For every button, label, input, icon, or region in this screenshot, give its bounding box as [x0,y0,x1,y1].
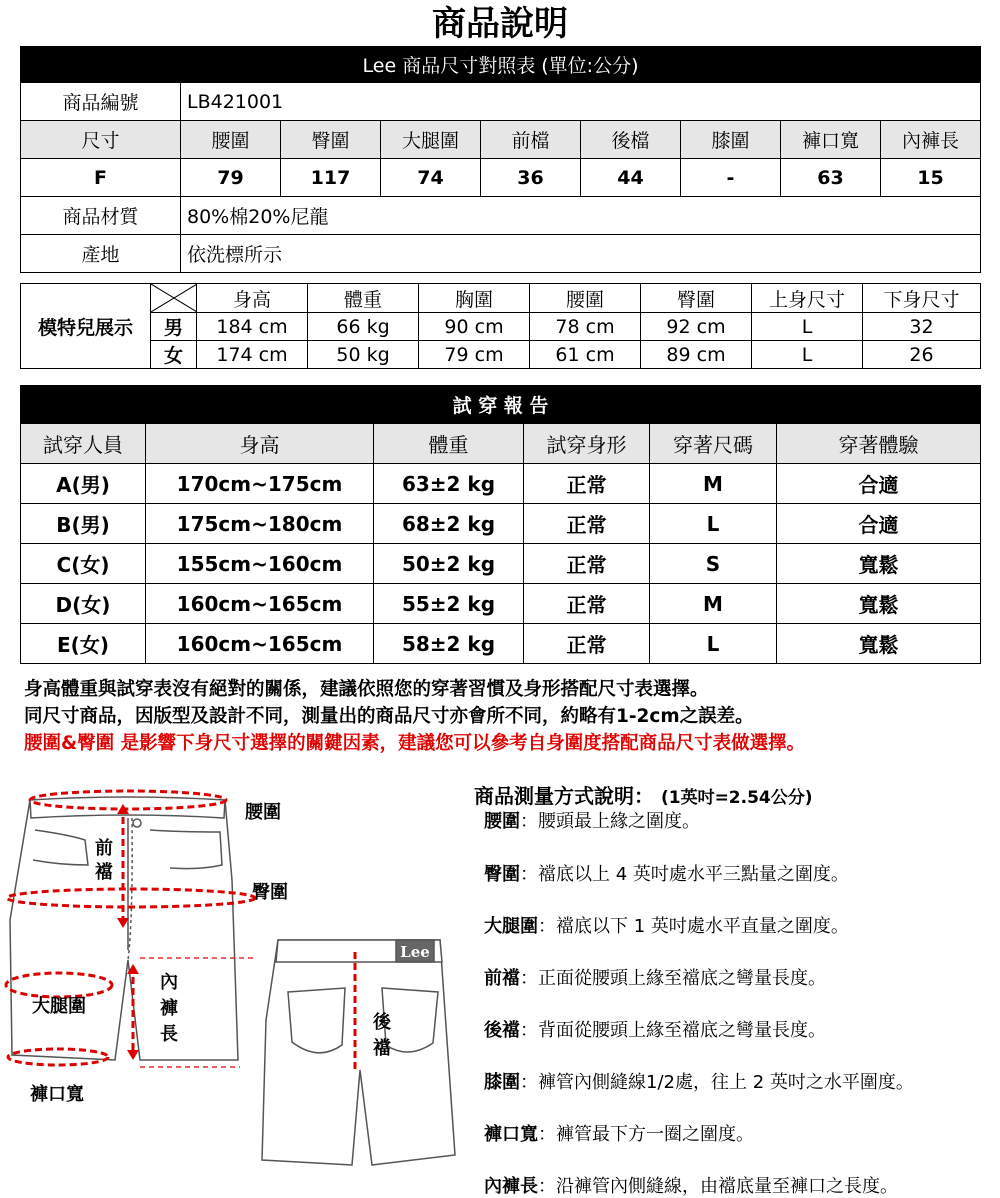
origin-label: 產地 [21,235,181,273]
note-red: 腰圍&臀圍 是影響下身尺寸選擇的關鍵因素，建議您可以參考自身圍度搭配商品尺寸表做選擇。 [24,733,806,754]
front-shorts [10,797,238,1060]
diagonal-cell [151,284,197,313]
size-col: 膝圍 [681,121,781,159]
fit-col: 穿著體驗 [777,424,981,464]
fit-cell: D(女) [21,584,146,624]
model-label: 模特兒展示 [21,284,151,369]
label-front-rise-2: 襠 [95,862,113,883]
model-cell: 184 cm [197,313,308,341]
size-col: 後檔 [581,121,681,159]
model-col: 身高 [197,284,308,313]
fit-cell: 160cm~165cm [146,584,374,624]
model-cell: 89 cm [641,341,752,369]
fit-cell: 50±2 kg [374,544,524,584]
shorts-diagram [0,770,470,1197]
size-col: 大腿圍 [381,121,481,159]
fit-col: 穿著尺碼 [650,424,777,464]
model-cell: L [752,341,863,369]
fit-cell: 正常 [524,504,650,544]
fit-col: 身高 [146,424,374,464]
label-back-rise-1: 後 [373,1012,391,1033]
model-cell: 78 cm [530,313,641,341]
note-line: 身高體重與試穿表沒有絕對的關係，建議依照您的穿著習慣及身形搭配尺寸表選擇。 [24,679,709,700]
measure-item: 內褲長：沿褲管內側縫線，由襠底量至褲口之長度。 [484,1176,898,1197]
note-line: 同尺寸商品，因版型及設計不同，測量出的商品尺寸亦會所不同，約略有1-2cm之誤差。 [24,706,754,727]
label-hip: 臀圍 [252,882,288,903]
label-inseam-1: 內 [160,972,178,993]
fit-cell: 合適 [777,504,981,544]
label-back-rise-2: 襠 [373,1038,391,1059]
model-col: 胸圍 [419,284,530,313]
model-cell: 66 kg [308,313,419,341]
model-col: 體重 [308,284,419,313]
fit-cell: 寬鬆 [777,584,981,624]
fit-col: 試穿身形 [524,424,650,464]
size-table [20,46,981,273]
back-shorts [262,940,455,1165]
measure-item: 前襠：正面從腰頭上緣至襠底之彎量長度。 [484,968,826,989]
size-cell: 74 [381,159,481,197]
size-table-header: Lee 商品尺寸對照表 (單位:公分) [21,47,981,83]
model-cell: 79 cm [419,341,530,369]
size-cell: 15 [881,159,981,197]
model-cell: L [752,313,863,341]
fit-cell: S [650,544,777,584]
size-col: 尺寸 [21,121,181,159]
fit-cell: 175cm~180cm [146,504,374,544]
fit-cell: 合適 [777,464,981,504]
size-col: 臀圍 [281,121,381,159]
model-col: 腰圍 [530,284,641,313]
model-cell: 174 cm [197,341,308,369]
measure-item: 褲口寬：褲管最下方一圈之圍度。 [484,1124,754,1145]
notes [24,676,805,757]
fit-cell: 正常 [524,464,650,504]
label-hem: 褲口寬 [30,1084,84,1105]
product-code-label: 商品編號 [21,83,181,121]
size-cell: 63 [781,159,881,197]
measure-item: 大腿圍：襠底以下 1 英吋處水平直量之圍度。 [484,916,849,937]
fit-cell: 170cm~175cm [146,464,374,504]
model-cell: 32 [863,313,981,341]
model-gender: 男 [151,313,197,341]
size-cell: 79 [181,159,281,197]
size-cell: F [21,159,181,197]
fit-cell: L [650,624,777,664]
fit-cell: 160cm~165cm [146,624,374,664]
size-col: 褲口寬 [781,121,881,159]
measurement-guide [474,780,994,1197]
model-col: 上身尺寸 [752,284,863,313]
size-col: 前檔 [481,121,581,159]
material-value: 80%棉20%尼龍 [181,197,981,235]
fit-cell: C(女) [21,544,146,584]
fit-cell: 正常 [524,624,650,664]
fit-cell: 寬鬆 [777,544,981,584]
size-cell: 36 [481,159,581,197]
fit-cell: L [650,504,777,544]
model-cell: 92 cm [641,313,752,341]
model-cell: 90 cm [419,313,530,341]
fit-cell: M [650,584,777,624]
size-col: 腰圍 [181,121,281,159]
model-col: 下身尺寸 [863,284,981,313]
fit-cell: 寬鬆 [777,624,981,664]
fit-col: 體重 [374,424,524,464]
label-front-rise-1: 前 [95,838,113,859]
size-cell: 44 [581,159,681,197]
model-table [20,283,981,369]
size-cell: - [681,159,781,197]
model-col: 臀圍 [641,284,752,313]
model-gender: 女 [151,341,197,369]
model-cell: 26 [863,341,981,369]
fit-cell: 正常 [524,584,650,624]
size-col: 內褲長 [881,121,981,159]
product-code: LB421001 [181,83,981,121]
fit-cell: 58±2 kg [374,624,524,664]
label-inseam-3: 長 [160,1024,178,1045]
fit-cell: 155cm~160cm [146,544,374,584]
measure-item: 腰圍：腰頭最上緣之圍度。 [484,811,700,832]
fit-col: 試穿人員 [21,424,146,464]
measurement-subtitle: (1英吋=2.54公分) [660,788,813,808]
fit-cell: M [650,464,777,504]
measure-item: 臀圍：襠底以上 4 英吋處水平三點量之圍度。 [484,864,849,885]
origin-value: 依洗標所示 [181,235,981,273]
fit-cell: B(男) [21,504,146,544]
measure-item: 後襠：背面從腰頭上緣至襠底之彎量長度。 [484,1020,826,1041]
model-cell: 61 cm [530,341,641,369]
model-cell: 50 kg [308,341,419,369]
fit-report-header: 試 穿 報 告 [21,386,981,424]
page-title: 商品說明 [432,4,568,44]
fit-cell: E(女) [21,624,146,664]
label-waist: 腰圍 [245,802,281,823]
material-label: 商品材質 [21,197,181,235]
fit-cell: 正常 [524,544,650,584]
fit-cell: A(男) [21,464,146,504]
fit-report-table [20,385,981,664]
measure-item: 膝圍：褲管內側縫線1/2處，往上 2 英吋之水平圍度。 [484,1072,914,1093]
size-cell: 117 [281,159,381,197]
fit-cell: 68±2 kg [374,504,524,544]
label-thigh: 大腿圍 [32,996,86,1017]
measurement-title: 商品測量方式說明： (1英吋=2.54公分) [474,784,813,808]
brand-tag: Lee [400,943,430,961]
fit-cell: 63±2 kg [374,464,524,504]
fit-cell: 55±2 kg [374,584,524,624]
label-inseam-2: 褲 [160,998,178,1019]
